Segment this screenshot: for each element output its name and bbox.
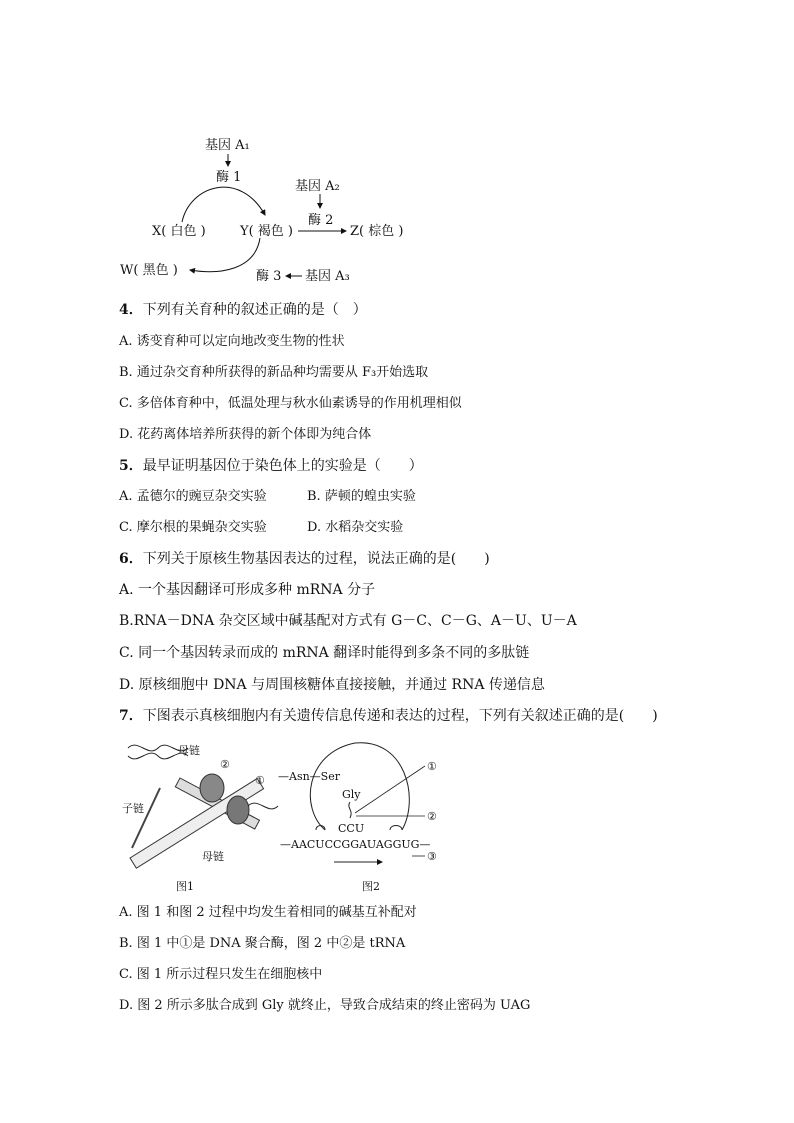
label-1-fig2: ①: [427, 760, 437, 773]
q7-option-d: D. 图 2 所示多肽合成到 Gly 就终止，导致合成结束的终止密码为 UAG: [119, 998, 531, 1013]
z-tan-label: Z( 棕色 ): [350, 224, 404, 239]
peptide-chain-label: —Asn—Ser: [278, 770, 340, 783]
q4-option-b: B. 通过杂交育种所获得的新品种均需要从 F₃开始选取: [119, 365, 429, 380]
gene-a3-label: 基因 A₃: [305, 269, 350, 284]
x-white-label: X( 白色 ): [152, 224, 206, 239]
question-text: 下列有关育种的叙述正确的是（ ）: [142, 302, 367, 318]
figure-2-ribosome: [278, 743, 437, 893]
daughter-strand-label: 子链: [122, 802, 144, 815]
gene-a2-label: 基因 A₂: [295, 179, 340, 194]
pointer-1: [355, 766, 425, 813]
label-1: ①: [255, 774, 265, 787]
q6-option-b: B.RNA－DNA 杂交区域中碱基配对方式有 G－C、C－G、A－U、U－A: [119, 613, 577, 629]
w-black-label: W( 黑色 ): [120, 263, 178, 278]
transcription-translation-figures: [120, 738, 460, 898]
gly-label: Gly: [342, 788, 361, 801]
parent-strand-top-label: 母链: [178, 744, 200, 757]
q4-option-a: A. 诱变育种可以定向地改变生物的性状: [119, 334, 345, 349]
pigment-pathway-diagram: [110, 130, 430, 290]
question-6-stem: [119, 550, 490, 568]
question-number: 4．: [119, 302, 143, 318]
q4-option-c: C. 多倍体育种中，低温处理与秋水仙素诱导的作用机理相似: [119, 396, 462, 411]
q6-option-c: C. 同一个基因转录而成的 mRNA 翻译时能得到多条不同的多肽链: [119, 645, 530, 661]
label-3-fig2: ③: [427, 850, 437, 863]
q6-option-d: D. 原核细胞中 DNA 与周围核糖体直接接触，并通过 RNA 传递信息: [119, 677, 545, 693]
mrna-sequence: —AACUCCGGAUAGGUG—: [280, 838, 431, 851]
q7-option-c: C. 图 1 所示过程只发生在细胞核中: [119, 967, 323, 982]
question-text: 最早证明基因位于染色体上的实验是（ ）: [142, 458, 423, 474]
q5-option-b: B. 萨顿的蝗虫实验: [307, 489, 416, 504]
figure-2-caption: 图2: [362, 880, 380, 893]
label-2: ②: [220, 758, 230, 771]
enzyme2-label: 酶 2: [308, 213, 334, 228]
enzyme-2-blob: [200, 774, 224, 802]
q6-option-a: A. 一个基因翻译可形成多种 mRNA 分子: [119, 582, 376, 598]
q5-option-c: C. 摩尔根的果蝇杂交实验: [119, 520, 267, 535]
daughter-strand-line: [132, 788, 160, 848]
gene-a1-label: 基因 A₁: [205, 138, 250, 153]
question-number: 5．: [119, 458, 143, 474]
parent-strand-bottom-label: 母链: [202, 850, 224, 863]
question-7-stem: [119, 707, 658, 725]
anticodon-label: CCU: [338, 822, 365, 835]
question-number: 7．: [119, 708, 143, 724]
trna-symbol: [349, 802, 351, 818]
figure-1-caption: 图1: [176, 880, 194, 893]
question-4-stem: [119, 301, 367, 319]
q4-option-d: D. 花药离体培养所获得的新个体即为纯合体: [119, 427, 372, 442]
enzyme1-label: 酶 1: [216, 170, 242, 185]
question-number: 6．: [119, 551, 143, 567]
question-text: 下列关于原核生物基因表达的过程，说法正确的是( ): [142, 551, 490, 567]
enzyme3-label: 酶 3: [256, 269, 282, 284]
label-2-fig2: ②: [427, 810, 437, 823]
q7-option-a: A. 图 1 和图 2 过程中均发生着相同的碱基互补配对: [119, 905, 417, 920]
question-text: 下图表示真核细胞内有关遗传信息传递和表达的过程，下列有关叙述正确的是( ): [142, 708, 658, 724]
figure-1-dna: [122, 743, 278, 893]
arc-x-to-y: [182, 187, 265, 222]
q7-option-b: B. 图 1 中①是 DNA 聚合酶，图 2 中②是 tRNA: [119, 936, 406, 951]
question-5-stem: [119, 457, 423, 475]
q5-option-d: D. 水稻杂交实验: [307, 520, 404, 535]
arc-y-to-w: [190, 238, 260, 272]
y-brown-label: Y( 褐色 ): [240, 224, 293, 239]
q5-option-a: A. 孟德尔的豌豆杂交实验: [119, 489, 267, 504]
enzyme-1-blob: [227, 796, 249, 824]
